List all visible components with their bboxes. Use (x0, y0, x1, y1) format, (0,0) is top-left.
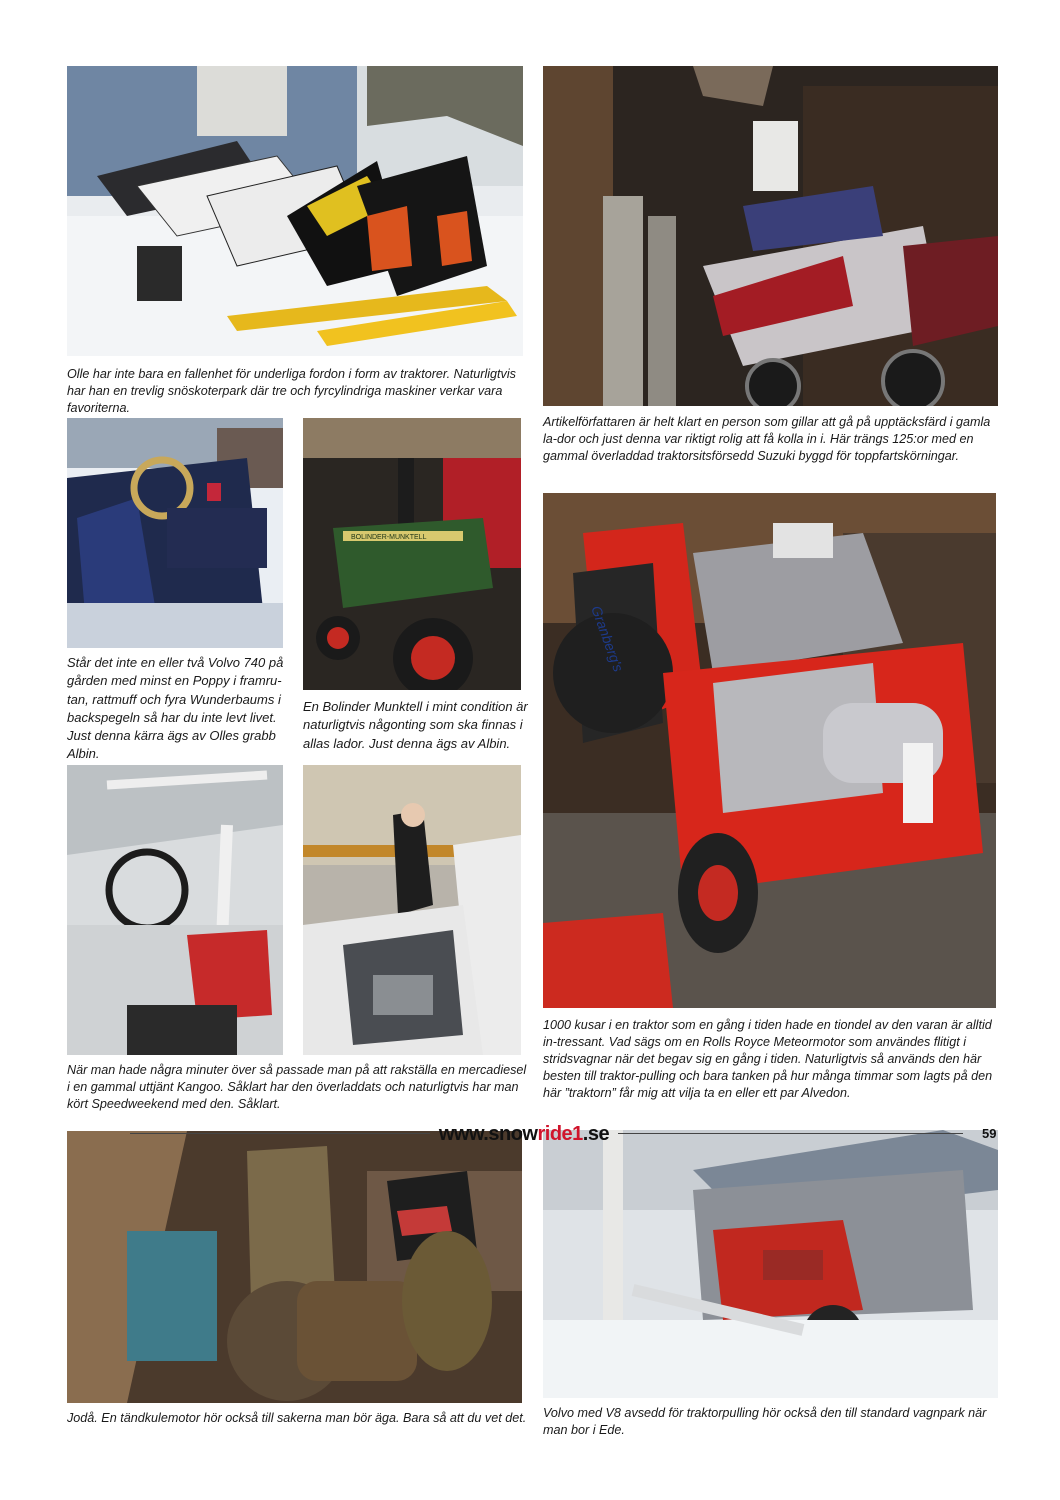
footer-site-logo[interactable] (436, 1123, 612, 1146)
photo-volvo-v8-tractor (543, 1130, 998, 1398)
photo-kangoo-engine (303, 765, 521, 1055)
photo-bolinder-munktell (303, 418, 521, 690)
logo-ride: ride1 (537, 1123, 583, 1145)
photo-kangoo-interior (67, 765, 283, 1055)
caption-engine: Jodå. En tändkulemotor hör också till sakerna man bör äga. Bara så att du vet det. (67, 1411, 527, 1425)
caption-bolinder: En Bolinder Munktell i mint condition är naturligtvis någonting som ska finnas i allas lador. Just denna ägs av Albin. (303, 699, 528, 751)
photo-barn-motorcycles (543, 66, 998, 406)
caption-barn-motorcycles: Artikelförfattaren är helt klart en person som gillar att gå på upptäcksfärd i gamla la-dor och just denna var riktigt rolig att få kolla in i. Här trängs 125:or med en gammal överladdad traktorsitsförsedd Suzuki byggd för toppfartskörningar. (543, 415, 991, 463)
caption-v8: Volvo med V8 avsedd för traktorpulling hör också den till standard vagnpark när man bor i Ede. (543, 1406, 987, 1437)
photo-volvo-interior (67, 418, 283, 648)
caption-snowmobiles: Olle har inte bara en fallenhet för underliga fordon i form av traktorer. Naturligtvis har han en trevlig snöskoterpark där tre och fyrcylindriga maskiner verkar vara favoriterna. (67, 367, 516, 415)
photo-hot-bulb-engine (67, 1131, 522, 1403)
page-number: 59 (982, 1126, 997, 1141)
tractor-sign-text: Granberg's (588, 603, 627, 674)
caption-kangoo: När man hade några minuter över så passade man på att rakställa en mercadiesel i en gammal uttjänt Kangoo. Såklart har den överladdats och naturligtvis har man kört Speedweekend med den. Såklart. (67, 1063, 527, 1111)
caption-meteor: 1000 kusar i en traktor som en gång i tiden hade en tiondel av den varan är alltid in-tressant. Vad sägs om en Rolls Royce Meteormotor som användes flitigt i stridsvagnar när det begav sig en gång i tiden. Naturligtvis så används den här besten till traktor-pulling och bara tanken på hur många timmar som lagts på den här ”traktorn” får mig att vilja ta en eller ett par Alvedon. (543, 1018, 993, 1100)
caption-volvo: Står det inte en eller två Volvo 740 på gården med minst en Poppy i framru-tan, rattmuff och fyra Wunderbaums i backspegeln så har du inte levt livet. Just denna kärra ägs av Olles grabb Albin. (67, 655, 284, 762)
bolinder-badge-text: BOLINDER-MUNKTELL (351, 534, 427, 541)
photo-meteor-tractor (543, 493, 996, 1008)
footer-rule-left (130, 1133, 430, 1134)
photo-snowmobiles (67, 66, 523, 356)
footer-rule-right (618, 1133, 963, 1134)
logo-se: .se (582, 1123, 610, 1145)
logo-www: www.snow (438, 1123, 538, 1145)
